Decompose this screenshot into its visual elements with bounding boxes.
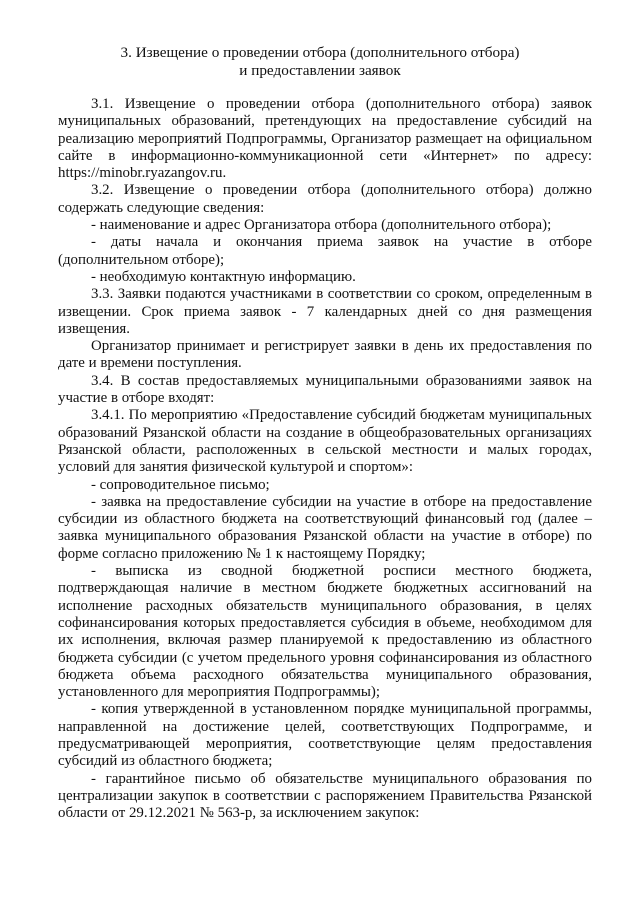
paragraph-3-1 [58,96,592,182]
list-item-guarantee-letter: - гарантийное письмо об обязательстве муниципального образования по централизации закупок в соответствии с распоряжением Правительства Рязанской области от 29.12.2021 № 563-р, за исключением закупок: [58,770,592,822]
paragraph-3-3: 3.3. Заявки подаются участниками в соответствии со сроком, определенным в извещении. Срок приема заявок - 7 календарных дней со дня размещения извещения. [58,286,592,337]
section-title-line-2: и предоставлении заявок [239,62,401,79]
paragraph-3-2: 3.2. Извещение о проведении отбора (дополнительного отбора) должно содержать следующие сведения: [58,182,592,216]
ministry-website-link[interactable]: https://minobr.ryazangov.ru [58,165,223,182]
list-item-program-copy: - копия утвержденной в установленном порядке муниципальной программы, направленной на достижение целей, соответствующих Подпрограмме, и предусматривающей мероприятия, соответствующие целям предоставления субсидий из областного бюджета; [58,701,592,770]
list-item-cover-letter: - сопроводительное письмо; [91,476,270,493]
paragraph-3-1-end: . [222,165,227,182]
section-title-line-1: 3. Извещение о проведении отбора (дополнительного отбора) [120,44,520,61]
paragraph-3-4: 3.4. В состав предоставляемых муниципальными образованиями заявок на участие в отборе входят: [58,372,592,407]
section-title [60,44,580,80]
paragraph-3-3-registration: Организатор принимает и регистрирует заявки в день их предоставления по дате и времени поступления. [58,338,592,372]
paragraph-3-1-text: 3.1. Извещение о проведении отбора (дополнительного отбора) заявок муниципальных образований, претендующих на предоставление субсидий на реализацию мероприятий Подпрограммы, Организатор размещает на официальном сайте в информационно-коммуникационной сети «Интернет» по адресу: [58,96,592,164]
paragraph-3-4-1: 3.4.1. По мероприятию «Предоставление субсидий бюджетам муниципальных образований Рязанской области на создание в общеобразовательных организациях Рязанской области, расположенных в сельской местности и малых городах, условий для занятия физической культурой и спортом»: [58,407,592,476]
list-item-organizer-address: - наименование и адрес Организатора отбора (дополнительного отбора); [91,217,552,234]
list-item-budget-extract: - выписка из сводной бюджетной росписи местного бюджета, подтверждающая наличие в местном бюджете бюджетных ассигнований на исполнение расходных обязательств муниципального образования, в целях софинансирования которых предоставляется субсидия в объеме, необходимом для их исполнения, включая размер планируемой к предоставлению из областного бюджета субсидии (с учетом предельного уровня софинансирования из областного бюджета объема расходного обязательства муниципального образования, установленного для мероприятия Подпрограммы); [58,563,592,701]
list-item-application: - заявка на предоставление субсидии на участие в отборе на предоставление субсидии из областного бюджета на соответствующий финансовый год (далее – заявка муниципального образования Рязанской области на участие в отборе) по форме согласно приложению № 1 к настоящему Порядку; [58,493,592,562]
list-item-dates: - даты начала и окончания приема заявок на участие в отборе (дополнительном отборе); [58,234,592,268]
document-body [58,96,592,822]
list-item-contacts: - необходимую контактную информацию. [91,268,356,285]
